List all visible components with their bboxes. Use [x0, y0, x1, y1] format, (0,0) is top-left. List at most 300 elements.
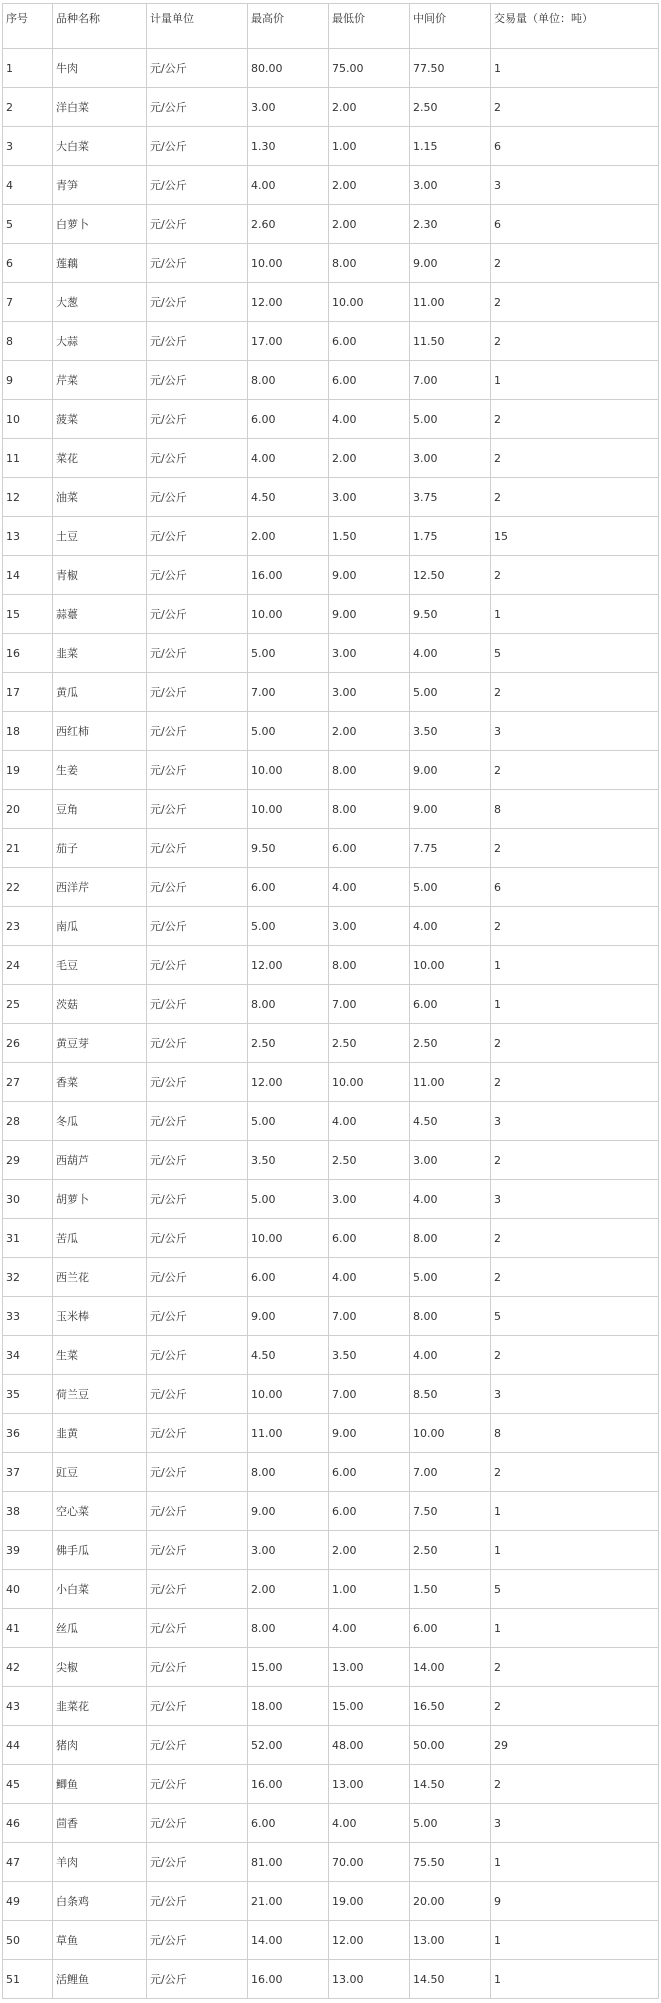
cell-unit: 元/公斤 [147, 49, 248, 88]
table-row [3, 244, 659, 283]
cell-max-price: 6.00 [248, 1258, 329, 1297]
cell-min-price: 6.00 [329, 1453, 410, 1492]
cell-max-price: 10.00 [248, 790, 329, 829]
cell-mid-price: 3.75 [410, 478, 491, 517]
table-row [3, 1921, 659, 1960]
cell-unit: 元/公斤 [147, 1414, 248, 1453]
cell-volume: 1 [491, 1843, 659, 1882]
cell-product-name: 青笋 [53, 166, 147, 205]
cell-product-name: 豆角 [53, 790, 147, 829]
cell-max-price: 11.00 [248, 1414, 329, 1453]
cell-serial-number: 44 [3, 1726, 53, 1765]
cell-max-price: 10.00 [248, 1375, 329, 1414]
cell-min-price: 75.00 [329, 49, 410, 88]
table-row [3, 1804, 659, 1843]
cell-serial-number: 19 [3, 751, 53, 790]
cell-volume: 1 [491, 595, 659, 634]
cell-serial-number: 39 [3, 1531, 53, 1570]
cell-serial-number: 31 [3, 1219, 53, 1258]
cell-min-price: 2.00 [329, 1531, 410, 1570]
cell-unit: 元/公斤 [147, 1609, 248, 1648]
cell-volume: 1 [491, 1531, 659, 1570]
table-row [3, 1648, 659, 1687]
cell-serial-number: 32 [3, 1258, 53, 1297]
cell-max-price: 2.50 [248, 1024, 329, 1063]
cell-unit: 元/公斤 [147, 712, 248, 751]
cell-min-price: 13.00 [329, 1765, 410, 1804]
cell-min-price: 15.00 [329, 1687, 410, 1726]
cell-min-price: 10.00 [329, 283, 410, 322]
cell-product-name: 小白菜 [53, 1570, 147, 1609]
cell-volume: 2 [491, 1219, 659, 1258]
cell-volume: 2 [491, 1024, 659, 1063]
cell-mid-price: 11.00 [410, 1063, 491, 1102]
cell-product-name: 大葱 [53, 283, 147, 322]
cell-max-price: 8.00 [248, 361, 329, 400]
cell-unit: 元/公斤 [147, 322, 248, 361]
cell-mid-price: 7.00 [410, 1453, 491, 1492]
table-row [3, 1726, 659, 1765]
cell-min-price: 8.00 [329, 244, 410, 283]
cell-mid-price: 9.00 [410, 244, 491, 283]
cell-volume: 8 [491, 790, 659, 829]
cell-volume: 1 [491, 361, 659, 400]
cell-unit: 元/公斤 [147, 1219, 248, 1258]
cell-min-price: 4.00 [329, 1102, 410, 1141]
cell-mid-price: 9.00 [410, 751, 491, 790]
cell-unit: 元/公斤 [147, 1765, 248, 1804]
cell-mid-price: 3.00 [410, 166, 491, 205]
table-row [3, 1531, 659, 1570]
header-unit: 计量单位 [147, 4, 248, 49]
cell-product-name: 黄瓜 [53, 673, 147, 712]
cell-product-name: 菠菜 [53, 400, 147, 439]
cell-serial-number: 18 [3, 712, 53, 751]
cell-min-price: 2.00 [329, 88, 410, 127]
cell-unit: 元/公斤 [147, 127, 248, 166]
cell-mid-price: 14.50 [410, 1765, 491, 1804]
table-row [3, 1180, 659, 1219]
cell-mid-price: 4.00 [410, 1180, 491, 1219]
cell-max-price: 10.00 [248, 1219, 329, 1258]
table-body [3, 49, 659, 1999]
cell-max-price: 12.00 [248, 283, 329, 322]
table-row [3, 361, 659, 400]
cell-mid-price: 4.00 [410, 634, 491, 673]
cell-product-name: 大蒜 [53, 322, 147, 361]
cell-product-name: 佛手瓜 [53, 1531, 147, 1570]
table-row [3, 322, 659, 361]
cell-min-price: 2.50 [329, 1024, 410, 1063]
cell-max-price: 21.00 [248, 1882, 329, 1921]
cell-max-price: 12.00 [248, 946, 329, 985]
cell-product-name: 香菜 [53, 1063, 147, 1102]
cell-serial-number: 51 [3, 1960, 53, 1999]
cell-serial-number: 42 [3, 1648, 53, 1687]
cell-min-price: 7.00 [329, 1375, 410, 1414]
table-row [3, 1258, 659, 1297]
cell-unit: 元/公斤 [147, 439, 248, 478]
cell-unit: 元/公斤 [147, 1141, 248, 1180]
cell-unit: 元/公斤 [147, 517, 248, 556]
cell-max-price: 9.50 [248, 829, 329, 868]
cell-mid-price: 50.00 [410, 1726, 491, 1765]
header-product-name: 品种名称 [53, 4, 147, 49]
cell-mid-price: 5.00 [410, 1258, 491, 1297]
cell-serial-number: 46 [3, 1804, 53, 1843]
table-row [3, 1765, 659, 1804]
cell-serial-number: 3 [3, 127, 53, 166]
cell-mid-price: 3.50 [410, 712, 491, 751]
cell-volume: 3 [491, 1180, 659, 1219]
cell-unit: 元/公斤 [147, 1531, 248, 1570]
cell-mid-price: 8.50 [410, 1375, 491, 1414]
cell-unit: 元/公斤 [147, 1843, 248, 1882]
cell-product-name: 草鱼 [53, 1921, 147, 1960]
cell-product-name: 冬瓜 [53, 1102, 147, 1141]
cell-product-name: 青椒 [53, 556, 147, 595]
cell-max-price: 10.00 [248, 244, 329, 283]
cell-max-price: 52.00 [248, 1726, 329, 1765]
cell-min-price: 2.00 [329, 166, 410, 205]
cell-product-name: 玉米棒 [53, 1297, 147, 1336]
cell-min-price: 3.00 [329, 634, 410, 673]
cell-product-name: 牛肉 [53, 49, 147, 88]
cell-min-price: 4.00 [329, 1609, 410, 1648]
cell-max-price: 6.00 [248, 400, 329, 439]
cell-product-name: 菜花 [53, 439, 147, 478]
cell-serial-number: 11 [3, 439, 53, 478]
cell-min-price: 1.00 [329, 1570, 410, 1609]
cell-mid-price: 6.00 [410, 985, 491, 1024]
cell-volume: 2 [491, 1063, 659, 1102]
table-row [3, 829, 659, 868]
cell-serial-number: 8 [3, 322, 53, 361]
cell-volume: 5 [491, 1297, 659, 1336]
cell-product-name: 黄豆芽 [53, 1024, 147, 1063]
cell-max-price: 80.00 [248, 49, 329, 88]
cell-mid-price: 11.50 [410, 322, 491, 361]
cell-serial-number: 2 [3, 88, 53, 127]
cell-volume: 2 [491, 1648, 659, 1687]
cell-product-name: 芹菜 [53, 361, 147, 400]
cell-mid-price: 5.00 [410, 673, 491, 712]
cell-unit: 元/公斤 [147, 478, 248, 517]
cell-serial-number: 47 [3, 1843, 53, 1882]
cell-mid-price: 9.50 [410, 595, 491, 634]
cell-unit: 元/公斤 [147, 595, 248, 634]
table-header [3, 4, 659, 49]
table-row [3, 712, 659, 751]
cell-product-name: 丝瓜 [53, 1609, 147, 1648]
cell-volume: 3 [491, 1102, 659, 1141]
cell-volume: 2 [491, 1258, 659, 1297]
cell-volume: 2 [491, 1453, 659, 1492]
cell-unit: 元/公斤 [147, 88, 248, 127]
table-row [3, 673, 659, 712]
cell-serial-number: 41 [3, 1609, 53, 1648]
cell-min-price: 4.00 [329, 868, 410, 907]
table-row [3, 478, 659, 517]
cell-volume: 3 [491, 1375, 659, 1414]
cell-min-price: 9.00 [329, 595, 410, 634]
cell-product-name: 西红柿 [53, 712, 147, 751]
cell-serial-number: 6 [3, 244, 53, 283]
cell-volume: 2 [491, 907, 659, 946]
cell-min-price: 9.00 [329, 556, 410, 595]
cell-product-name: 荷兰豆 [53, 1375, 147, 1414]
cell-mid-price: 11.00 [410, 283, 491, 322]
cell-unit: 元/公斤 [147, 1804, 248, 1843]
cell-mid-price: 14.50 [410, 1960, 491, 1999]
cell-max-price: 12.00 [248, 1063, 329, 1102]
cell-serial-number: 14 [3, 556, 53, 595]
cell-min-price: 3.00 [329, 907, 410, 946]
cell-serial-number: 7 [3, 283, 53, 322]
cell-volume: 2 [491, 829, 659, 868]
cell-product-name: 蒜薹 [53, 595, 147, 634]
cell-product-name: 空心菜 [53, 1492, 147, 1531]
cell-volume: 2 [491, 751, 659, 790]
cell-max-price: 15.00 [248, 1648, 329, 1687]
cell-max-price: 5.00 [248, 634, 329, 673]
table-row [3, 439, 659, 478]
cell-min-price: 12.00 [329, 1921, 410, 1960]
cell-serial-number: 26 [3, 1024, 53, 1063]
cell-serial-number: 36 [3, 1414, 53, 1453]
table-row [3, 1141, 659, 1180]
table-row [3, 1960, 659, 1999]
cell-mid-price: 20.00 [410, 1882, 491, 1921]
header-max-price: 最高价 [248, 4, 329, 49]
cell-max-price: 5.00 [248, 1180, 329, 1219]
cell-product-name: 南瓜 [53, 907, 147, 946]
cell-product-name: 生姜 [53, 751, 147, 790]
table-row [3, 1375, 659, 1414]
cell-volume: 2 [491, 1687, 659, 1726]
cell-max-price: 9.00 [248, 1492, 329, 1531]
cell-serial-number: 24 [3, 946, 53, 985]
cell-max-price: 5.00 [248, 907, 329, 946]
cell-max-price: 18.00 [248, 1687, 329, 1726]
cell-mid-price: 1.75 [410, 517, 491, 556]
cell-product-name: 韭黄 [53, 1414, 147, 1453]
cell-product-name: 毛豆 [53, 946, 147, 985]
cell-unit: 元/公斤 [147, 673, 248, 712]
cell-volume: 1 [491, 1921, 659, 1960]
cell-unit: 元/公斤 [147, 1570, 248, 1609]
cell-serial-number: 29 [3, 1141, 53, 1180]
cell-product-name: 尖椒 [53, 1648, 147, 1687]
cell-volume: 2 [491, 673, 659, 712]
table-row [3, 88, 659, 127]
cell-serial-number: 34 [3, 1336, 53, 1375]
cell-product-name: 西葫芦 [53, 1141, 147, 1180]
cell-serial-number: 28 [3, 1102, 53, 1141]
cell-unit: 元/公斤 [147, 556, 248, 595]
cell-min-price: 3.00 [329, 673, 410, 712]
cell-volume: 2 [491, 1141, 659, 1180]
cell-mid-price: 2.50 [410, 1024, 491, 1063]
cell-min-price: 1.00 [329, 127, 410, 166]
cell-mid-price: 7.00 [410, 361, 491, 400]
cell-product-name: 活鲤鱼 [53, 1960, 147, 1999]
cell-unit: 元/公斤 [147, 985, 248, 1024]
cell-max-price: 4.50 [248, 1336, 329, 1375]
cell-max-price: 4.00 [248, 166, 329, 205]
table-row [3, 49, 659, 88]
cell-mid-price: 5.00 [410, 1804, 491, 1843]
cell-unit: 元/公斤 [147, 1453, 248, 1492]
cell-min-price: 6.00 [329, 1492, 410, 1531]
cell-serial-number: 25 [3, 985, 53, 1024]
cell-volume: 2 [491, 439, 659, 478]
cell-min-price: 13.00 [329, 1648, 410, 1687]
cell-min-price: 48.00 [329, 1726, 410, 1765]
cell-min-price: 9.00 [329, 1414, 410, 1453]
cell-unit: 元/公斤 [147, 1921, 248, 1960]
table-row [3, 283, 659, 322]
cell-product-name: 猪肉 [53, 1726, 147, 1765]
cell-min-price: 6.00 [329, 361, 410, 400]
cell-min-price: 6.00 [329, 322, 410, 361]
cell-unit: 元/公斤 [147, 829, 248, 868]
cell-mid-price: 2.50 [410, 88, 491, 127]
cell-unit: 元/公斤 [147, 790, 248, 829]
cell-min-price: 4.00 [329, 400, 410, 439]
table-row [3, 1453, 659, 1492]
cell-mid-price: 4.00 [410, 1336, 491, 1375]
cell-min-price: 8.00 [329, 751, 410, 790]
cell-product-name: 韭菜 [53, 634, 147, 673]
cell-unit: 元/公斤 [147, 244, 248, 283]
cell-mid-price: 2.30 [410, 205, 491, 244]
cell-unit: 元/公斤 [147, 634, 248, 673]
cell-volume: 2 [491, 556, 659, 595]
cell-serial-number: 38 [3, 1492, 53, 1531]
cell-serial-number: 16 [3, 634, 53, 673]
cell-max-price: 16.00 [248, 556, 329, 595]
cell-unit: 元/公斤 [147, 1180, 248, 1219]
cell-max-price: 2.60 [248, 205, 329, 244]
cell-product-name: 韭菜花 [53, 1687, 147, 1726]
cell-volume: 2 [491, 400, 659, 439]
cell-unit: 元/公斤 [147, 1960, 248, 1999]
cell-mid-price: 8.00 [410, 1219, 491, 1258]
cell-unit: 元/公斤 [147, 946, 248, 985]
cell-volume: 15 [491, 517, 659, 556]
cell-volume: 1 [491, 1609, 659, 1648]
cell-mid-price: 4.50 [410, 1102, 491, 1141]
cell-min-price: 7.00 [329, 1297, 410, 1336]
cell-serial-number: 17 [3, 673, 53, 712]
cell-max-price: 5.00 [248, 1102, 329, 1141]
cell-serial-number: 10 [3, 400, 53, 439]
cell-max-price: 3.00 [248, 88, 329, 127]
cell-volume: 5 [491, 1570, 659, 1609]
cell-mid-price: 13.00 [410, 1921, 491, 1960]
cell-volume: 2 [491, 244, 659, 283]
cell-volume: 3 [491, 1804, 659, 1843]
cell-max-price: 3.50 [248, 1141, 329, 1180]
cell-max-price: 16.00 [248, 1960, 329, 1999]
cell-mid-price: 14.00 [410, 1648, 491, 1687]
cell-product-name: 油菜 [53, 478, 147, 517]
cell-serial-number: 33 [3, 1297, 53, 1336]
cell-unit: 元/公斤 [147, 205, 248, 244]
cell-product-name: 西兰花 [53, 1258, 147, 1297]
cell-mid-price: 12.50 [410, 556, 491, 595]
table-row [3, 1609, 659, 1648]
cell-max-price: 81.00 [248, 1843, 329, 1882]
cell-volume: 2 [491, 1765, 659, 1804]
cell-min-price: 2.00 [329, 712, 410, 751]
cell-mid-price: 1.50 [410, 1570, 491, 1609]
cell-mid-price: 3.00 [410, 439, 491, 478]
cell-min-price: 13.00 [329, 1960, 410, 1999]
cell-max-price: 6.00 [248, 1804, 329, 1843]
table-row [3, 1687, 659, 1726]
cell-volume: 1 [491, 1960, 659, 1999]
cell-unit: 元/公斤 [147, 1687, 248, 1726]
cell-mid-price: 75.50 [410, 1843, 491, 1882]
table-row [3, 946, 659, 985]
cell-unit: 元/公斤 [147, 1258, 248, 1297]
cell-mid-price: 2.50 [410, 1531, 491, 1570]
cell-mid-price: 5.00 [410, 868, 491, 907]
table-row [3, 1102, 659, 1141]
cell-min-price: 10.00 [329, 1063, 410, 1102]
cell-volume: 1 [491, 49, 659, 88]
cell-product-name: 土豆 [53, 517, 147, 556]
cell-serial-number: 37 [3, 1453, 53, 1492]
cell-mid-price: 7.75 [410, 829, 491, 868]
cell-max-price: 17.00 [248, 322, 329, 361]
cell-min-price: 2.00 [329, 439, 410, 478]
cell-product-name: 茨菇 [53, 985, 147, 1024]
cell-max-price: 5.00 [248, 712, 329, 751]
table-row [3, 1570, 659, 1609]
cell-max-price: 8.00 [248, 1609, 329, 1648]
header-min-price: 最低价 [329, 4, 410, 49]
cell-serial-number: 27 [3, 1063, 53, 1102]
cell-serial-number: 15 [3, 595, 53, 634]
cell-volume: 3 [491, 712, 659, 751]
cell-product-name: 白条鸡 [53, 1882, 147, 1921]
cell-mid-price: 4.00 [410, 907, 491, 946]
table-row [3, 1492, 659, 1531]
cell-serial-number: 50 [3, 1921, 53, 1960]
cell-min-price: 3.00 [329, 1180, 410, 1219]
cell-min-price: 2.00 [329, 205, 410, 244]
cell-min-price: 2.50 [329, 1141, 410, 1180]
table-row [3, 1843, 659, 1882]
cell-min-price: 6.00 [329, 1219, 410, 1258]
cell-max-price: 10.00 [248, 595, 329, 634]
header-serial-number: 序号 [3, 4, 53, 49]
cell-serial-number: 1 [3, 49, 53, 88]
cell-product-name: 洋白菜 [53, 88, 147, 127]
cell-volume: 6 [491, 205, 659, 244]
cell-unit: 元/公斤 [147, 1726, 248, 1765]
table-row [3, 1219, 659, 1258]
cell-serial-number: 23 [3, 907, 53, 946]
cell-unit: 元/公斤 [147, 1063, 248, 1102]
cell-mid-price: 77.50 [410, 49, 491, 88]
cell-max-price: 9.00 [248, 1297, 329, 1336]
table-row [3, 751, 659, 790]
table-row [3, 634, 659, 673]
